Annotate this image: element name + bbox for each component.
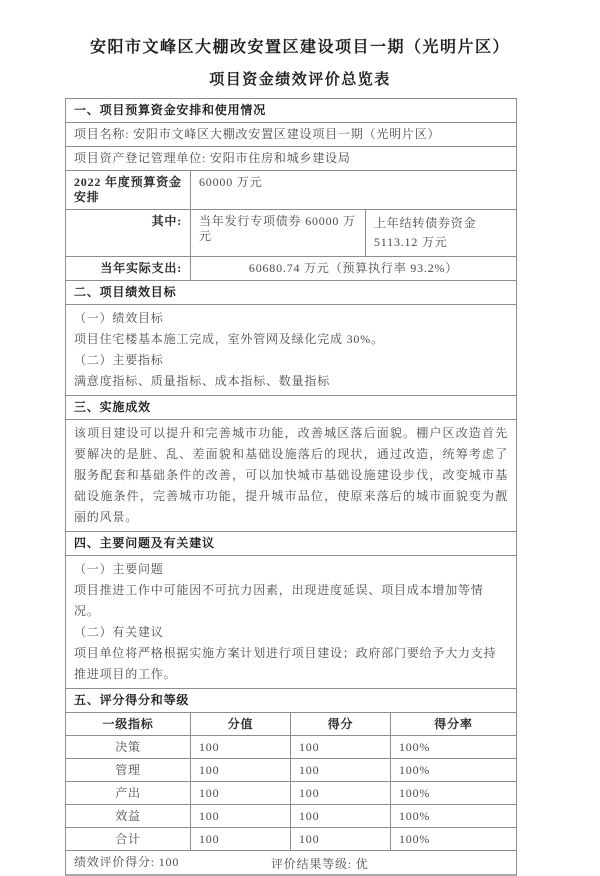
section3-header-row — [66, 396, 516, 420]
indicator-max-score: 100 — [191, 782, 291, 804]
budget-value: 60000 万元 — [199, 175, 263, 189]
indicator-max-score: 100 — [191, 828, 291, 850]
actual-expense-row — [66, 257, 516, 281]
indicator-rate: 100% — [399, 809, 431, 823]
col-header-score: 得分 — [291, 713, 391, 735]
indicator-max-score: 100 — [191, 805, 291, 827]
indicator-rate: 100% — [399, 786, 431, 800]
score-row-management — [66, 759, 516, 782]
section2-header: 二、项目绩效目标 — [74, 285, 177, 299]
asset-unit-row — [66, 147, 516, 171]
actual-expense-label: 当年实际支出: — [66, 257, 191, 280]
suggestions-text: 项目单位将严格根据实施方案计划进行项目建设；政府部门要给予大力支持推进项目的工作。 — [74, 646, 497, 681]
score-row-decision — [66, 736, 516, 759]
indicator-name: 管理 — [66, 759, 191, 781]
indicator-score: 100 — [291, 828, 391, 850]
indicator-max-score: 100 — [191, 736, 291, 758]
page-subtitle: 项目资金绩效评价总览表 — [209, 72, 391, 88]
section3-header: 三、实施成效 — [74, 400, 151, 414]
suggestions-subtitle: （二）有关建议 — [74, 625, 164, 639]
score-row-total — [66, 828, 516, 851]
including-bond: 当年发行专项债券 60000 万元 — [191, 210, 366, 256]
section4-content-row — [66, 556, 516, 689]
section1-header: 一、项目预算资金安排和使用情况 — [74, 103, 267, 117]
section4-header: 四、主要问题及有关建议 — [74, 536, 215, 550]
indicator-name: 决策 — [66, 736, 191, 758]
budget-label: 2022 年度预算资金安排 — [66, 171, 191, 209]
section5-header-row — [66, 689, 516, 713]
evaluation-summary-row — [66, 851, 516, 874]
col-header-indicator: 一级指标 — [66, 713, 191, 735]
project-name: 项目名称: 安阳市文峰区大棚改安置区建设项目一期（光明片区） — [74, 127, 441, 141]
main-problems-text: 项目推进工作中可能因不可抗力因素，出现进度延误、项目成本增加等情况。 — [74, 583, 484, 618]
including-row — [66, 210, 516, 257]
indicator-rate: 100% — [399, 740, 431, 754]
indicator-score: 100 — [291, 736, 391, 758]
indicator-rate: 100% — [399, 832, 431, 846]
col-header-rate: 得分率 — [434, 717, 473, 731]
asset-unit: 项目资产登记管理单位: 安阳市住房和城乡建设局 — [74, 151, 351, 165]
section2-content-row — [66, 305, 516, 396]
indicator-name: 产出 — [66, 782, 191, 804]
indicator-max-score: 100 — [191, 759, 291, 781]
section3-content-row — [66, 420, 516, 532]
score-row-benefit — [66, 805, 516, 828]
performance-goal-subtitle: （一）绩效目标 — [74, 311, 164, 325]
page-title: 安阳市文峰区大棚改安置区建设项目一期（光明片区） — [89, 39, 510, 56]
main-indicators-text: 满意度指标、质量指标、成本指标、数量指标 — [74, 374, 331, 388]
performance-goal-text: 项目住宅楼基本施工完成，室外管网及绿化完成 30%。 — [74, 332, 384, 346]
main-indicators-subtitle: （二）主要指标 — [74, 353, 164, 367]
indicator-name: 效益 — [66, 805, 191, 827]
score-table-header-row — [66, 713, 516, 736]
section3-content — [66, 420, 516, 531]
indicator-score: 100 — [291, 782, 391, 804]
section2-header-row — [66, 281, 516, 305]
indicator-score: 100 — [291, 759, 391, 781]
including-label: 其中: — [66, 210, 191, 256]
summary-table — [65, 98, 517, 876]
indicator-rate: 100% — [399, 763, 431, 777]
actual-expense-value: 60680.74 万元（预算执行率 93.2%） — [248, 261, 459, 275]
indicator-score: 100 — [291, 805, 391, 827]
project-name-row — [66, 123, 516, 147]
section2-content — [66, 305, 516, 395]
main-problems-subtitle: （一）主要问题 — [74, 562, 164, 576]
including-carryover: 上年结转债券资金 5113.12 万元 — [374, 216, 477, 249]
section1-header-row — [66, 99, 516, 123]
evaluation-grade: 评价结果等级: 优 — [271, 857, 369, 871]
col-header-max-score: 分值 — [191, 713, 291, 735]
implementation-effect-text: 该项目建设可以提升和完善城市功能，改善城区落后面貌。棚户区改造首先要解决的是脏、乱、差面貌和基础设施落后的现状，通过改造，统筹考虑了服务配套和基础条件的改善，可以加快城市基础设施建设步伐，改变城市基础设施条件，完善城市功能，提升城市品位，使原来落后的城市面貌变为靓丽的风景。 — [74, 426, 508, 524]
evaluation-total-score: 绩效评价得分: 100 — [74, 855, 180, 869]
section4-header-row — [66, 532, 516, 556]
section5-header: 五、评分得分和等级 — [74, 693, 190, 707]
score-row-output — [66, 782, 516, 805]
indicator-name: 合计 — [66, 828, 191, 850]
budget-row — [66, 171, 516, 210]
section4-content — [66, 556, 516, 688]
